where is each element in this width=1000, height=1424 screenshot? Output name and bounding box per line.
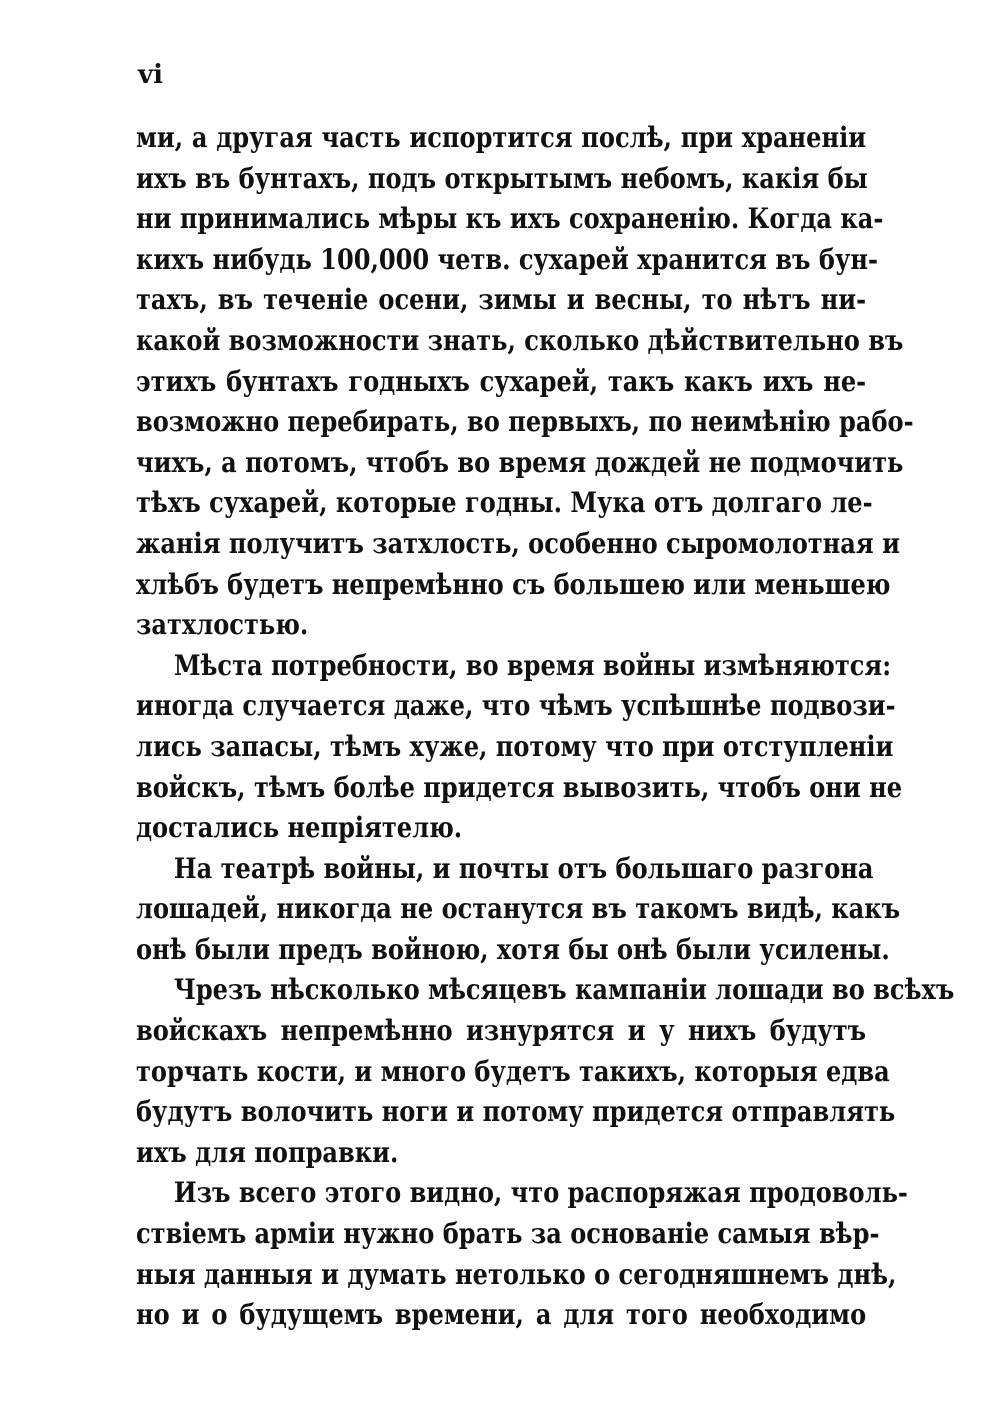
text-line: лошадей, никогда не останутся въ такомъ видѣ, какъ <box>136 892 901 926</box>
text-line: достались непріятелю. <box>136 811 463 845</box>
page-number: vi <box>138 60 163 90</box>
text-line: затхлостью. <box>136 608 309 642</box>
text-line: ми, а другая часть испортится послѣ, при храненіи <box>136 121 867 154</box>
text-line: чихъ, а потомъ, чтобъ во время дождей не подмочить <box>136 445 904 479</box>
paragraph-1 <box>136 118 914 646</box>
text-line: торчать кости, и много будетъ такихъ, которыя едва <box>136 1054 890 1088</box>
text-line: жанія получитъ затхлость, особенно сыромолотная и <box>136 526 900 560</box>
text-line: иногда случается даже, что чѣмъ успѣшнѣе подвози- <box>136 689 896 723</box>
paragraph-2 <box>136 646 903 849</box>
text-line: Чрезъ нѣсколько мѣсяцевъ кампаніи лошади во всѣхъ <box>173 973 955 1007</box>
text-line: Изъ всего этого видно, что распоряжая продоволь- <box>173 1176 908 1210</box>
text-line: ствіемъ арміи нужно брать за основаніе самыя вѣр- <box>136 1217 880 1251</box>
text-line: ни принимались мѣры къ ихъ сохраненію. Когда ка- <box>136 202 884 236</box>
text-line: Мѣста потребности, во время войны измѣняются: <box>173 648 892 682</box>
text-line: тахъ, въ теченіе осени, зимы и весны, то нѣтъ ни- <box>136 283 867 317</box>
text-line: этихъ бунтахъ годныхъ сухарей, такъ какъ ихъ не- <box>136 364 867 398</box>
text-line: кихъ нибудь 100,000 четв. сухарей хранится въ бун- <box>136 242 879 276</box>
text-line: тѣхъ сухарей, которые годны. Мука отъ долгаго ле- <box>136 486 873 520</box>
paragraph-4 <box>136 970 955 1173</box>
text-line: ихъ для поправки. <box>136 1135 399 1169</box>
text-line: лись запасы, тѣмъ хуже, потому что при отступленіи <box>136 729 894 763</box>
text-line: какой возможности знать, сколько дѣйствительно въ <box>136 323 904 357</box>
text-line: но и о будущемъ времени, а для того необходимо <box>136 1298 867 1332</box>
text-line: ихъ въ бунтахъ, подъ открытымъ небомъ, какія бы <box>136 161 868 195</box>
text-line: будутъ волочить ноги и потому придется отправлять <box>136 1095 896 1129</box>
text-line: войскахъ непремѣнно изнурятся и у нихъ будутъ <box>136 1014 867 1048</box>
text-line: онѣ были предъ войною, хотя бы онѣ были усилены. <box>136 932 890 966</box>
text-line: возможно перебирать, во первыхъ, по неимѣнію рабо- <box>136 405 914 439</box>
paragraph-3 <box>136 849 901 971</box>
body-text <box>136 118 955 1336</box>
text-line: хлѣбъ будетъ непремѣнно съ большею или меньшею <box>136 567 891 601</box>
paragraph-5 <box>136 1173 908 1335</box>
text-line: войскъ, тѣмъ болѣе придется вывозить, чтобъ они не <box>136 770 903 804</box>
text-line: На театрѣ войны, и почты отъ большаго разгона <box>173 851 874 885</box>
text-line: ныя данныя и думать нетолько о сегодняшнемъ днѣ, <box>136 1257 897 1291</box>
